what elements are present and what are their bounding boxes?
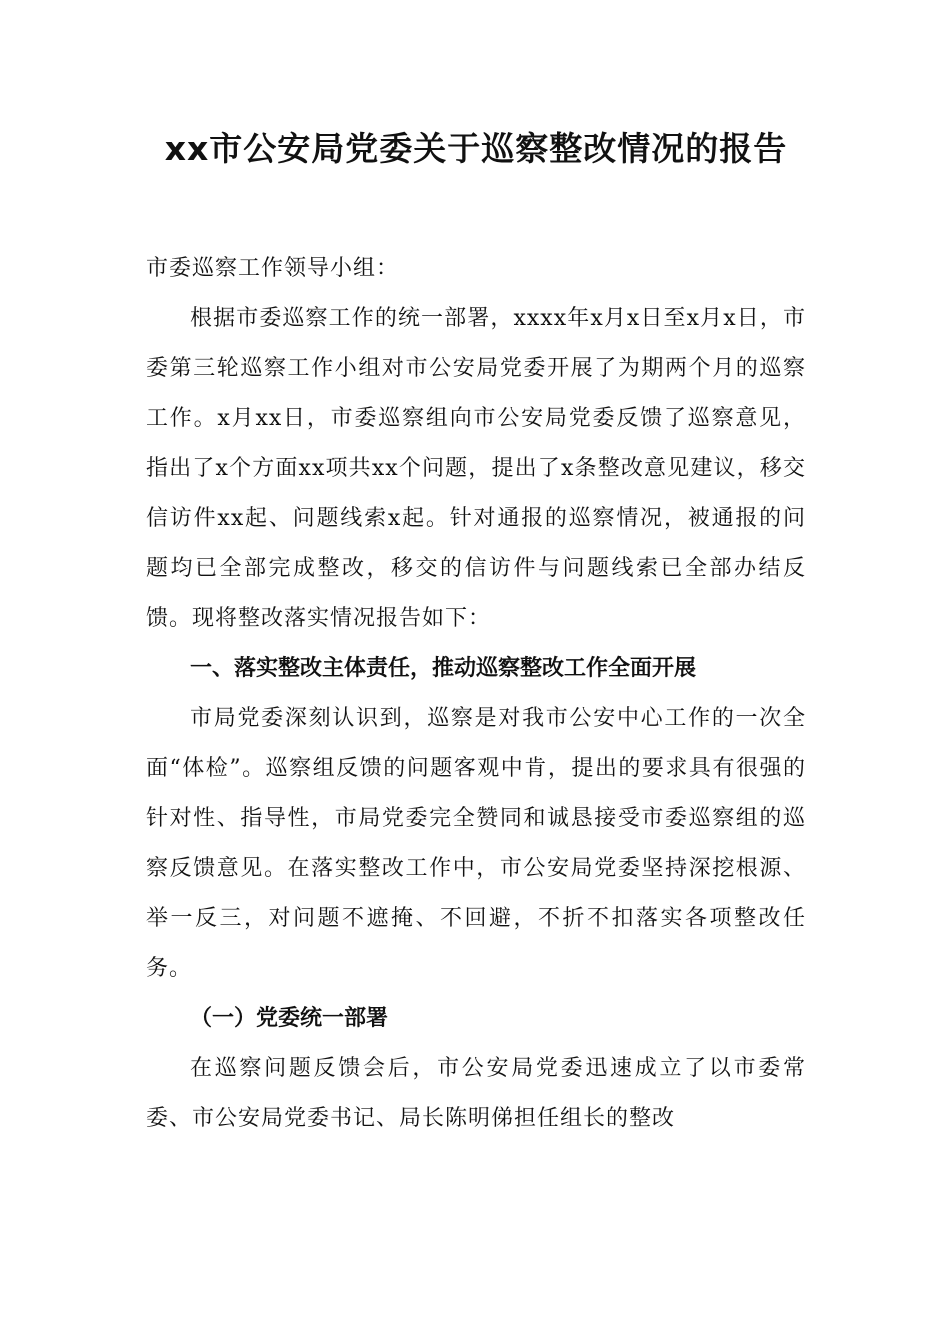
document-page bbox=[146, 0, 806, 1144]
intro-paragraph: 根据市委巡察工作的统一部署，xxxx年x月x日至x月x日，市委第三轮巡察工作小组对市公安局党委开展了为期两个月的巡察工作。x月xx日，市委巡察组向市公安局党委反馈了巡察意见，指出了x个方面xx项共xx个问题，提出了x条整改意见建议，移交信访件xx起、问题线索x起。针对通报的巡察情况，被通报的问题均已全部完成整改，移交的信访件与问题线索已全部办结反馈。现将整改落实情况报告如下： bbox=[146, 306, 806, 631]
document-title: xx市公安局党委关于巡察整改情况的报告 bbox=[164, 129, 788, 168]
subsection-1-paragraph: 在巡察问题反馈会后，市公安局党委迅速成立了以市委常委、市公安局党委书记、局长陈明俤担任组长的整改 bbox=[146, 1056, 806, 1131]
section-heading-1: 一、落实整改主体责任，推动巡察整改工作全面开展 bbox=[190, 656, 697, 681]
salutation: 市委巡察工作领导小组： bbox=[146, 256, 400, 281]
subsection-heading-1: （一）党委统一部署 bbox=[190, 1006, 389, 1031]
section-1-paragraph: 市局党委深刻认识到，巡察是对我市公安中心工作的一次全面“体检”。巡察组反馈的问题客观中肯，提出的要求具有很强的针对性、指导性，市局党委完全赞同和诚恳接受市委巡察组的巡察反馈意见。在落实整改工作中，市公安局党委坚持深挖根源、举一反三，对问题不遮掩、不回避，不折不扣落实各项整改任务。 bbox=[146, 706, 806, 981]
